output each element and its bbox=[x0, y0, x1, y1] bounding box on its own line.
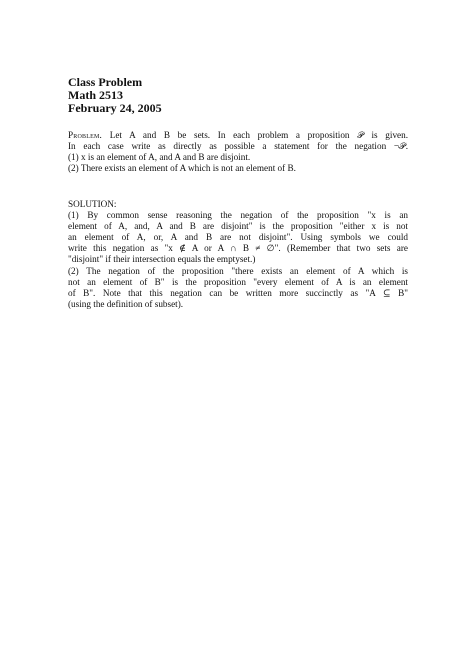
solution-line-3: an element of A, or, A and B are not disjoint". Using symbols we could bbox=[68, 232, 408, 243]
problem-line-1 bbox=[68, 130, 408, 141]
problem-line-1-text: Let A and B be sets. In each problem a proposition 𝒫 is given. bbox=[109, 130, 409, 140]
solution-section bbox=[68, 199, 408, 310]
solution-line-6: (2) The negation of the proposition "there exists an element of A which is bbox=[68, 265, 408, 276]
solution-line-7: not an element of B" is the proposition "every element of A is an element bbox=[68, 276, 408, 287]
document-date: February 24, 2005 bbox=[68, 101, 162, 115]
document-title: Class Problem bbox=[68, 75, 143, 89]
problem-line-2: In each case write as directly as possible a statement for the negation ¬𝒫. bbox=[68, 141, 408, 152]
problem-item-2: (2) There exists an element of A which is not an element of B. bbox=[68, 163, 296, 174]
solution-line-1: (1) By common sense reasoning the negation of the proposition "x is an bbox=[68, 210, 408, 221]
problem-label: Problem. bbox=[68, 130, 103, 140]
problem-item-1: (1) x is an element of A, and A and B are disjoint. bbox=[68, 152, 251, 163]
course-number: Math 2513 bbox=[68, 88, 123, 102]
solution-line-2: element of A, and, A and B are disjoint" is the proposition "either x is not bbox=[68, 221, 408, 232]
document-header bbox=[68, 76, 368, 115]
solution-line-9: (using the definition of subset). bbox=[68, 298, 184, 309]
solution-line-4: write this negation as "x ∉ A or A ∩ B ≠ ∅". (Remember that two sets are bbox=[68, 243, 408, 254]
problem-section bbox=[68, 130, 408, 174]
solution-heading: SOLUTION: bbox=[68, 199, 117, 209]
solution-line-5: "disjoint" if their intersection equals the emptyset.) bbox=[68, 254, 256, 265]
solution-line-8: of B". Note that this negation can be written more succinctly as "A ⊆ B" bbox=[68, 287, 408, 298]
